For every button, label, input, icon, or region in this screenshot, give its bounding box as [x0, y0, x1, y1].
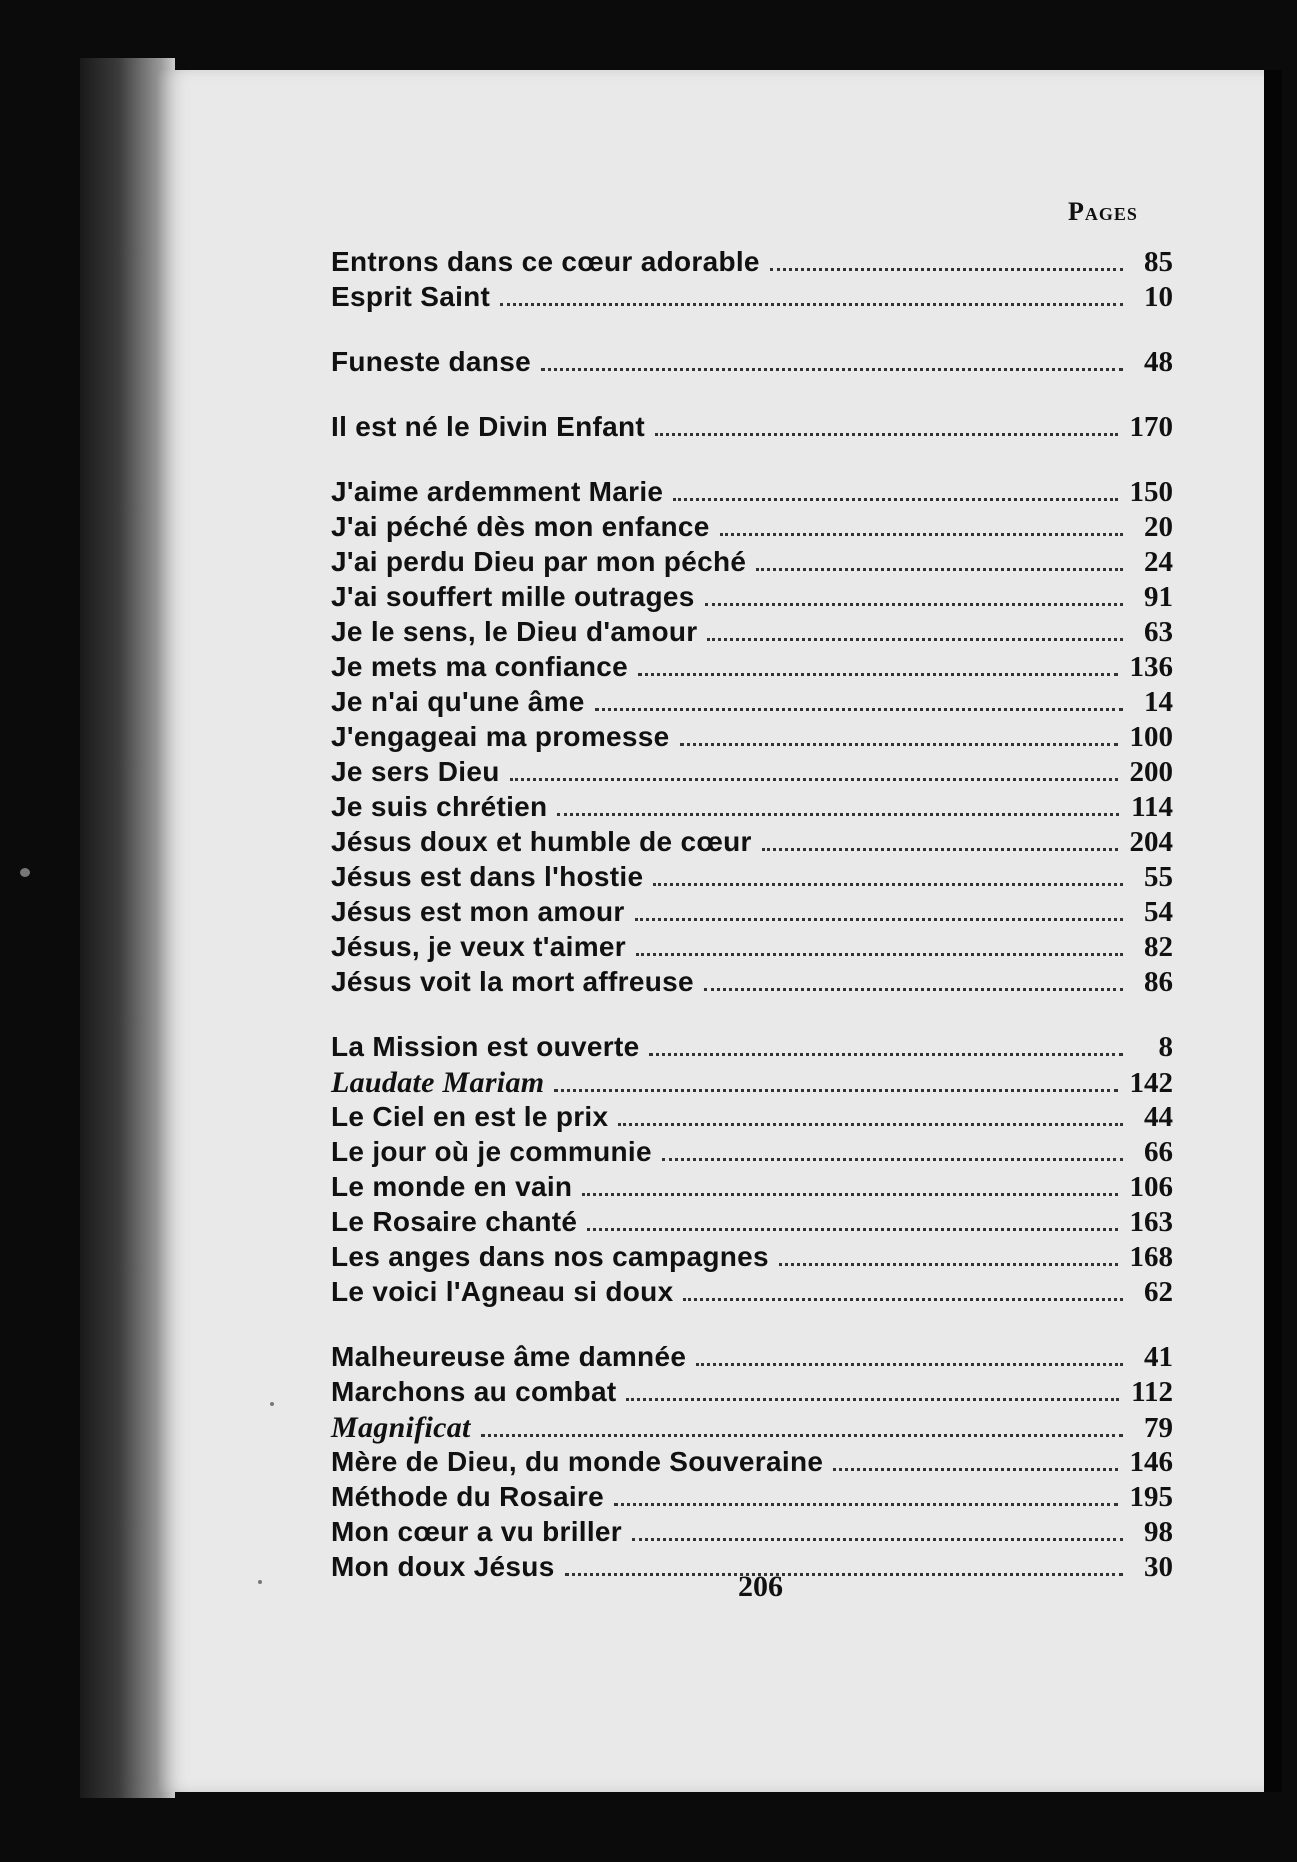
toc-entry-page-number: 114 — [1131, 791, 1173, 823]
toc-entry-page-number: 14 — [1144, 686, 1173, 718]
toc-entry — [331, 1206, 1173, 1241]
toc-entry-page-number: 82 — [1144, 931, 1173, 963]
dot-leader — [565, 1572, 1123, 1576]
toc-entry-title: J'engageai ma promesse — [331, 721, 670, 752]
toc-entry-page-number: 66 — [1144, 1136, 1173, 1168]
dot-leader — [554, 1088, 1117, 1092]
toc-entry-page-number: 91 — [1144, 581, 1173, 613]
toc-entry-title: Jésus voit la mort affreuse — [331, 966, 694, 997]
toc-entry-page-number: 55 — [1144, 861, 1173, 893]
toc-entry-page-number: 142 — [1129, 1067, 1173, 1099]
dot-leader — [680, 742, 1118, 746]
toc-entry-page-number: 41 — [1144, 1341, 1173, 1373]
dot-leader — [683, 1297, 1123, 1301]
scan-speck — [270, 1402, 274, 1406]
page-number-folio: 206 — [738, 1570, 783, 1603]
toc-entry-title: Le Rosaire chanté — [331, 1206, 578, 1237]
dot-leader — [770, 267, 1123, 271]
toc-entry-title: Funeste danse — [331, 346, 531, 377]
toc-entry — [331, 651, 1173, 686]
toc-entry-title: Jésus est dans l'hostie — [331, 861, 644, 892]
dot-leader — [582, 1192, 1117, 1196]
toc-entry — [331, 1481, 1173, 1516]
toc-entry-page-number: 163 — [1129, 1206, 1173, 1238]
toc-entry — [331, 1446, 1173, 1481]
toc-entry — [331, 581, 1173, 616]
toc-entry-page-number: 106 — [1129, 1171, 1173, 1203]
toc-entry — [331, 721, 1173, 756]
toc-entry-title: Je sers Dieu — [331, 756, 500, 787]
scan-speck — [258, 1580, 262, 1584]
toc-entry-title: La Mission est ouverte — [331, 1031, 640, 1062]
toc-entry-page-number: 63 — [1144, 616, 1173, 648]
toc-entry-page-number: 10 — [1144, 281, 1173, 313]
toc-entry-page-number: 79 — [1144, 1412, 1173, 1444]
dot-leader — [626, 1397, 1119, 1401]
toc-entry — [331, 1066, 1173, 1101]
toc-entry-title: J'ai souffert mille outrages — [331, 581, 695, 612]
toc-entry — [331, 511, 1173, 546]
toc-entry-title: Mon doux Jésus — [331, 1551, 555, 1582]
toc-entry — [331, 1031, 1173, 1066]
toc-entry-title: J'ai perdu Dieu par mon péché — [331, 546, 747, 577]
page-edge-shadow — [1264, 70, 1282, 1792]
scan-speck — [20, 868, 30, 877]
toc-entry — [331, 1411, 1173, 1446]
dot-leader — [696, 1362, 1123, 1366]
toc-entry-page-number: 30 — [1144, 1551, 1173, 1583]
toc-entry-title: Mon cœur a vu briller — [331, 1516, 623, 1547]
toc-entry — [331, 756, 1173, 791]
toc-entry — [331, 1136, 1173, 1171]
dot-leader — [541, 367, 1123, 371]
toc-entry-title: Le Ciel en est le prix — [331, 1101, 609, 1132]
dot-leader — [705, 602, 1123, 606]
toc-entry-title: Je mets ma confiance — [331, 651, 629, 682]
toc-entry-page-number: 20 — [1144, 511, 1173, 543]
toc-entry-page-number: 136 — [1129, 651, 1173, 683]
toc-entry — [331, 1101, 1173, 1136]
toc-entry — [331, 1171, 1173, 1206]
dot-leader — [673, 497, 1117, 501]
dot-leader — [762, 847, 1118, 851]
toc-entry — [331, 346, 1173, 381]
toc-entry-title: Il est né le Divin Enfant — [331, 411, 646, 442]
toc-entry — [331, 1376, 1173, 1411]
dot-leader — [500, 302, 1123, 306]
dot-leader — [756, 567, 1123, 571]
toc-section — [331, 1341, 1173, 1586]
toc-entry-page-number: 24 — [1144, 546, 1173, 578]
toc-entry-title: Esprit Saint — [331, 281, 491, 312]
toc-entry-page-number: 54 — [1144, 896, 1173, 928]
toc-entry-title: Jésus, je veux t'aimer — [331, 931, 626, 962]
toc-entry — [331, 931, 1173, 966]
dot-leader — [707, 637, 1123, 641]
toc-entry-title: J'ai péché dès mon enfance — [331, 511, 710, 542]
dot-leader — [635, 917, 1123, 921]
toc-entry-title: Je le sens, le Dieu d'amour — [331, 616, 698, 647]
toc-entry — [331, 966, 1173, 1001]
toc-entry — [331, 546, 1173, 581]
toc-entry — [331, 1241, 1173, 1276]
toc-entry-page-number: 100 — [1129, 721, 1173, 753]
dot-leader — [833, 1467, 1117, 1471]
dot-leader — [636, 952, 1123, 956]
toc-entry-page-number: 204 — [1129, 826, 1173, 858]
dot-leader — [510, 777, 1118, 781]
toc-entry-title: Malheureuse âme damnée — [331, 1341, 687, 1372]
toc-entry-title: Jésus doux et humble de cœur — [331, 826, 752, 857]
dot-leader — [557, 812, 1119, 816]
toc-entry-title: Entrons dans ce cœur adorable — [331, 246, 760, 277]
toc-section — [331, 346, 1173, 381]
toc-entry-title: Le voici l'Agneau si doux — [331, 1276, 674, 1307]
toc-entry — [331, 1341, 1173, 1376]
toc-entry-page-number: 98 — [1144, 1516, 1173, 1548]
toc-entry-title: Jésus est mon amour — [331, 896, 625, 927]
toc-entry-page-number: 62 — [1144, 1276, 1173, 1308]
toc-entry — [331, 896, 1173, 931]
toc-entry-title: Je n'ai qu'une âme — [331, 686, 585, 717]
toc-entry-title: Magnificat — [331, 1411, 471, 1444]
toc-entry-title: Je suis chrétien — [331, 791, 548, 822]
dot-leader — [779, 1262, 1118, 1266]
toc-entry-page-number: 195 — [1129, 1481, 1173, 1513]
dot-leader — [704, 987, 1123, 991]
dot-leader — [587, 1227, 1117, 1231]
dot-leader — [638, 672, 1117, 676]
toc-entry-title: Le monde en vain — [331, 1171, 573, 1202]
toc-section — [331, 476, 1173, 1001]
dot-leader — [632, 1537, 1123, 1541]
dot-leader — [649, 1052, 1123, 1056]
toc-entry — [331, 1276, 1173, 1311]
toc-entry-title: Mère de Dieu, du monde Souveraine — [331, 1446, 824, 1477]
table-of-contents — [331, 246, 1173, 1616]
dot-leader — [618, 1122, 1123, 1126]
toc-section — [331, 411, 1173, 446]
toc-entry-title: J'aime ardemment Marie — [331, 476, 664, 507]
dot-leader — [614, 1502, 1118, 1506]
toc-entry — [331, 1516, 1173, 1551]
toc-entry-title: Laudate Mariam — [331, 1066, 545, 1099]
toc-entry — [331, 826, 1173, 861]
toc-entry-page-number: 85 — [1144, 246, 1173, 278]
toc-entry-page-number: 8 — [1158, 1031, 1173, 1063]
toc-entry — [331, 246, 1173, 281]
toc-entry-title: Le jour où je communie — [331, 1136, 652, 1167]
toc-entry — [331, 476, 1173, 511]
toc-section — [331, 1031, 1173, 1311]
pages-column-header: Pages — [1068, 197, 1138, 226]
toc-entry-page-number: 86 — [1144, 966, 1173, 998]
toc-entry-page-number: 146 — [1129, 1446, 1173, 1478]
toc-entry — [331, 616, 1173, 651]
toc-entry — [331, 791, 1173, 826]
dot-leader — [720, 532, 1123, 536]
toc-entry-page-number: 170 — [1129, 411, 1173, 443]
dot-leader — [655, 432, 1117, 436]
toc-entry-page-number: 44 — [1144, 1101, 1173, 1133]
toc-entry-title: Marchons au combat — [331, 1376, 617, 1407]
dot-leader — [653, 882, 1123, 886]
toc-entry-title: Les anges dans nos campagnes — [331, 1241, 769, 1272]
toc-entry-page-number: 150 — [1129, 476, 1173, 508]
toc-section — [331, 246, 1173, 316]
toc-entry-page-number: 200 — [1129, 756, 1173, 788]
dot-leader — [595, 707, 1123, 711]
toc-entry — [331, 686, 1173, 721]
toc-entry — [331, 281, 1173, 316]
toc-entry-page-number: 112 — [1131, 1376, 1173, 1408]
toc-entry — [331, 411, 1173, 446]
toc-entry — [331, 861, 1173, 896]
toc-entry-page-number: 48 — [1144, 346, 1173, 378]
toc-entry-title: Méthode du Rosaire — [331, 1481, 604, 1512]
dot-leader — [662, 1157, 1123, 1161]
toc-entry-page-number: 168 — [1129, 1241, 1173, 1273]
dot-leader — [481, 1433, 1123, 1437]
